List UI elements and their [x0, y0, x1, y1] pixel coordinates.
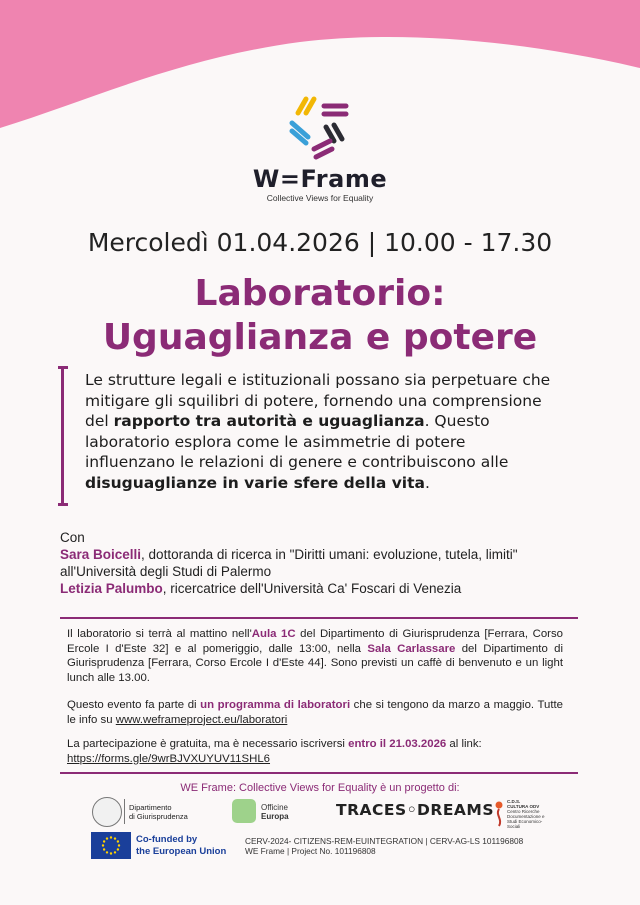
- speaker-1: Sara Boicelli, dottoranda di ricerca in "Diritti umani: evoluzione, tutela, limiti" all'Università degli Studi di Palermo: [60, 547, 518, 579]
- dipartimento-logo: Dipartimento di Giurisprudenza: [92, 797, 207, 827]
- info-programme: Questo evento fa parte di un programma di laboratori che si tengono da marzo a maggio. Tutte le info su www.weframeproject.eu/laboratori: [67, 699, 563, 726]
- speaker-2: Letizia Palumbo, ricercatrice dell'Università Ca' Foscari di Venezia: [60, 581, 462, 596]
- cds-cultura-logo: C.D.S. CULTURA ODV Centro Ricerche Documentazione e Studi Economico-Sociali: [494, 797, 554, 829]
- officine-europa-icon: [232, 799, 256, 823]
- eu-cofunded-logo: Co-funded by the European Union: [91, 832, 227, 859]
- speaker-1-name: Sara Boicelli: [60, 547, 142, 562]
- weframe-logo-icon: [284, 93, 356, 165]
- room-2: Sala Carlassare: [367, 642, 456, 655]
- description-highlight-1: rapporto tra autorità e uguaglianza: [113, 412, 425, 430]
- brand-tagline: Collective Views for Equality: [266, 193, 374, 203]
- cds-cultura-icon: [494, 799, 504, 827]
- event-title-line2: Uguaglianza e potere: [102, 317, 538, 358]
- event-date: Mercoledì 01.04.2026 | 10.00 - 17.30: [87, 228, 553, 257]
- grant-info: CERV-2024- CITIZENS-REM-EUINTEGRATION | CERV-AG-LS 101196808 WE Frame | Project No. 101196808: [245, 836, 524, 856]
- officine-europa-logo: Officine Europa: [232, 799, 312, 827]
- event-title: [0, 272, 640, 360]
- info-location: Il laboratorio si terrà al mattino nell'Aula 1C del Dipartimento di Giurisprudenza [Ferrara, Corso Ercole I d'Este 32] e al pomeriggio, dalle 13:00, nella Sala Carlassare del Dipartimento di Giurisprudenza [Ferrara, Corso Ercole I d'Este 44]. Sono previsti un caffè di benvenuto e un light lunch alle 13.00.: [67, 628, 563, 684]
- room-1: Aula 1C: [251, 628, 296, 640]
- speakers: [60, 529, 580, 597]
- registration-deadline: entro il 21.03.2026: [348, 738, 447, 750]
- event-title-line1: Laboratorio:: [194, 273, 446, 314]
- event-description: Le strutture legali e istituzionali possano sia perpetuare che mitigare gli squilibri di potere, fornendo una comprensione del rapporto tra autorità e uguaglianza. Questo laboratorio esplora come le asimmetrie di potere influenzano le relazioni di genere e contribuiscono alle disuguaglianze in varie sfere della vita.: [85, 371, 551, 492]
- traces-dreams-logo: TRACES◦DREAMS: [336, 801, 495, 819]
- programme-link[interactable]: www.weframeproject.eu/laboratori: [115, 713, 288, 726]
- speakers-intro: Con: [60, 530, 85, 545]
- description-highlight-2: disuguaglianze in varie sfere della vita: [85, 473, 425, 492]
- programme-highlight: un programma di laboratori: [200, 699, 351, 711]
- registration-link[interactable]: https://forms.gle/9wrBJVXUYUV11SHL6: [67, 752, 271, 765]
- divider-bottom: [60, 772, 578, 774]
- university-seal-icon: [92, 797, 122, 827]
- info-registration: La partecipazione è gratuita, ma è necessario iscriversi entro il 21.03.2026 al link: https://forms.gle/9wrBJVXUYUV11SHL6: [67, 738, 482, 765]
- eu-flag-icon: [91, 832, 131, 859]
- speaker-2-name: Letizia Palumbo: [60, 581, 163, 596]
- divider-top: [60, 617, 578, 619]
- quote-bracket: [58, 366, 68, 506]
- partners-title: WE Frame: Collective Views for Equality è un progetto di:: [180, 782, 460, 794]
- brand-name: W=Frame: [252, 165, 388, 193]
